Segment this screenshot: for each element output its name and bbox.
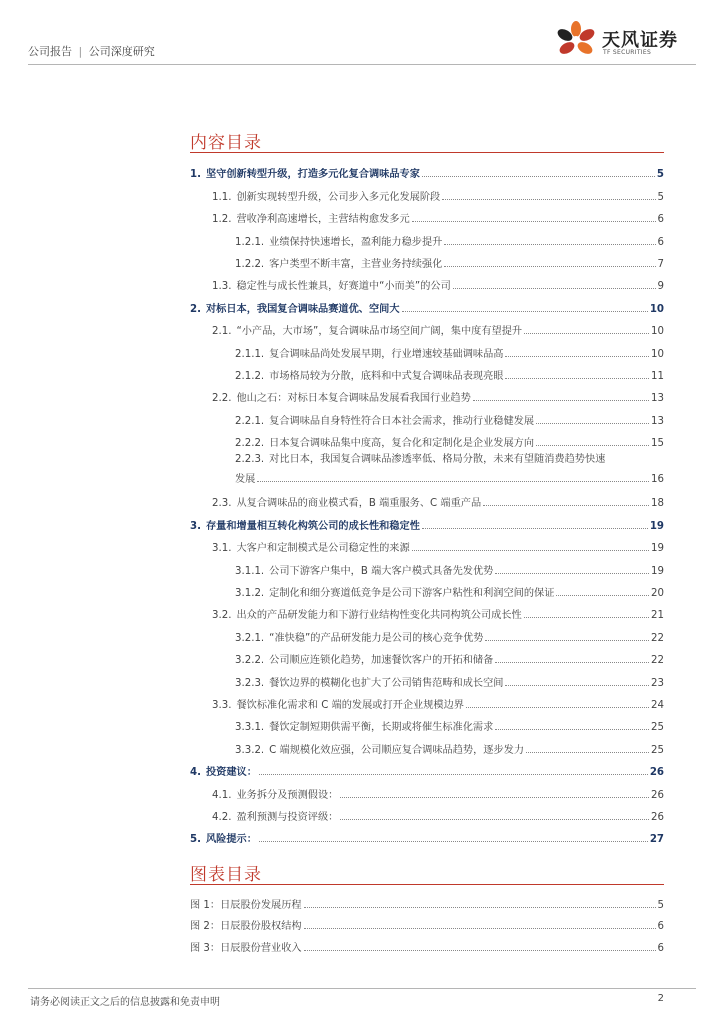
footer-divider xyxy=(28,988,696,989)
toc-entry-number: 1.2.2. xyxy=(235,258,265,270)
toc-entry[interactable] xyxy=(190,225,664,247)
toc-entry[interactable] xyxy=(190,487,664,509)
toc-entry[interactable] xyxy=(190,404,664,426)
toc-entry-number: 2.2. xyxy=(212,393,232,405)
toc-entry[interactable] xyxy=(190,248,664,270)
toc-entry-title: 业绩保持快速增长，盈利能力稳步提升 xyxy=(269,236,443,248)
figure-entry-title: 图 3：日辰股份营业收入 xyxy=(190,942,302,954)
toc-entry-page: 16 xyxy=(651,474,664,486)
toc-leader-dots xyxy=(495,662,649,663)
figure-leader-dots xyxy=(304,950,656,951)
toc-entry-page: 19 xyxy=(651,565,664,577)
toc-entry-page: 10 xyxy=(651,326,664,338)
figure-entry-title: 图 2：日辰股份股权结构 xyxy=(190,921,302,932)
toc-entry[interactable] xyxy=(190,337,664,359)
toc-entry-title: 餐饮标准化需求和 C 端的发展或打开企业规模边界 xyxy=(236,699,464,711)
toc-entry-title: 稳定性与成长性兼具，好赛道中“小而美”的公司 xyxy=(236,281,451,293)
toc-entry-page: 26 xyxy=(651,789,664,801)
toc-entry[interactable] xyxy=(190,158,664,180)
figures-title-underline xyxy=(190,884,664,885)
toc-entry[interactable] xyxy=(190,427,664,449)
toc-entry[interactable] xyxy=(190,532,664,554)
toc-leader-dots xyxy=(444,244,655,245)
header-divider xyxy=(28,64,696,65)
toc-entry[interactable] xyxy=(190,711,664,733)
table-of-contents xyxy=(190,158,664,845)
toc-entry-number: 2.1. xyxy=(212,326,232,338)
toc-leader-dots xyxy=(505,685,649,686)
toc-entry-page: 19 xyxy=(651,543,664,555)
toc-leader-dots xyxy=(485,640,649,641)
toc-entry-page: 15 xyxy=(651,438,664,450)
toc-entry[interactable] xyxy=(190,203,664,225)
toc-entry-title: 他山之石：对标日本复合调味品发展看我国行业趋势 xyxy=(236,393,471,405)
toc-leader-dots xyxy=(536,423,649,424)
toc-entry-title-continued: 发展 xyxy=(235,474,256,486)
toc-entry[interactable] xyxy=(190,666,664,688)
toc-leader-dots xyxy=(259,774,648,775)
toc-entry-title: 定制化和细分赛道低竞争是公司下游客户粘性和利润空间的保证 xyxy=(269,588,555,600)
tf-securities-logo xyxy=(556,20,696,60)
toc-entry-page: 25 xyxy=(651,744,664,756)
toc-entry-title: 对标日本，我国复合调味品赛道优、空间大 xyxy=(205,303,400,315)
toc-entry-page: 22 xyxy=(651,655,664,667)
toc-entry-title: “小产品，大市场”，复合调味品市场空间广阔，集中度有望提升 xyxy=(236,326,523,338)
toc-entry-number: 2. xyxy=(190,303,201,315)
figure-leader-dots xyxy=(304,907,656,908)
toc-entry[interactable] xyxy=(190,778,664,800)
toc-entry-number: 4.2. xyxy=(212,811,232,823)
toc-entry-page: 10 xyxy=(649,303,664,315)
figure-entry-page: 6 xyxy=(657,921,664,932)
toc-entry[interactable] xyxy=(190,621,664,643)
toc-entry-title: 坚守创新转型升级，打造多元化复合调味品专家 xyxy=(205,169,420,181)
toc-entry-title: 客户类型不断丰富，主营业务持续强化 xyxy=(269,258,443,270)
toc-leader-dots xyxy=(422,528,648,529)
figure-entry-title: 图 1：日辰股份发展历程 xyxy=(190,899,302,911)
figure-list xyxy=(190,889,664,954)
toc-entry[interactable] xyxy=(190,180,664,202)
toc-entry-number: 5. xyxy=(190,834,201,846)
toc-entry[interactable] xyxy=(190,599,664,621)
toc-entry[interactable] xyxy=(190,756,664,778)
toc-leader-dots xyxy=(536,445,649,446)
toc-entry-number: 3.3.1. xyxy=(235,722,265,734)
toc-entry-number: 1. xyxy=(190,169,201,181)
figures-title: 图表目录 xyxy=(190,865,262,885)
logo-subtext: TF SECURITIES xyxy=(603,49,652,56)
toc-entry-title: 风险提示： xyxy=(205,834,257,846)
flower-logo-icon xyxy=(556,20,596,60)
toc-entry-number: 3.2.2. xyxy=(235,655,265,667)
toc-leader-dots xyxy=(495,729,649,730)
toc-entry-number: 3. xyxy=(190,520,201,532)
toc-entry-title: 从复合调味品的商业模式看，B 端重服务、C 端重产品 xyxy=(236,498,482,510)
toc-entry-number: 4. xyxy=(190,767,201,779)
toc-leader-dots xyxy=(444,266,655,267)
toc-entry-title: 大客户和定制模式是公司稳定性的来源 xyxy=(236,543,410,555)
toc-entry[interactable] xyxy=(190,270,664,292)
toc-entry-number: 2.1.1. xyxy=(235,348,265,360)
toc-leader-dots xyxy=(495,573,649,574)
page-number: 2 xyxy=(657,993,664,1004)
figure-entry-page: 5 xyxy=(657,899,664,911)
toc-entry-page: 6 xyxy=(657,236,664,248)
toc-entry-number: 3.1. xyxy=(212,543,232,555)
toc-title-underline xyxy=(190,152,664,153)
toc-leader-dots xyxy=(412,550,649,551)
toc-leader-dots xyxy=(340,797,649,798)
toc-entry[interactable] xyxy=(190,382,664,404)
toc-leader-dots xyxy=(526,752,649,753)
toc-entry-number: 3.2. xyxy=(212,610,232,622)
toc-entry-title: 餐饮边界的模糊化也扩大了公司销售范畴和成长空间 xyxy=(269,677,504,689)
toc-leader-dots xyxy=(422,176,655,177)
toc-entry[interactable] xyxy=(190,360,664,382)
toc-entry[interactable] xyxy=(190,509,664,531)
toc-entry-number: 2.2.3. xyxy=(235,454,265,466)
toc-leader-dots xyxy=(442,199,655,200)
toc-entry-title: 业务拆分及预测假设： xyxy=(236,789,339,801)
toc-entry-title: 存量和增量相互转化构筑公司的成长性和稳定性 xyxy=(205,520,420,532)
toc-leader-dots xyxy=(524,333,649,334)
toc-entry-page: 21 xyxy=(651,610,664,622)
toc-entry-number: 2.2.2. xyxy=(235,438,265,450)
toc-leader-dots xyxy=(505,378,649,379)
toc-entry-page: 25 xyxy=(651,722,664,734)
toc-entry-number: 3.3. xyxy=(212,699,232,711)
toc-entry-page: 9 xyxy=(657,281,664,293)
toc-entry-number: 4.1. xyxy=(212,789,232,801)
toc-entry-title: 公司下游客户集中，B 端大客户模式具备先发优势 xyxy=(269,565,494,577)
toc-entry-page: 5 xyxy=(657,191,664,203)
breadcrumb-separator: | xyxy=(78,45,83,58)
toc-leader-dots xyxy=(524,617,649,618)
toc-entry-title: 投资建议： xyxy=(205,767,257,779)
toc-leader-dots xyxy=(259,841,648,842)
toc-entry-page: 6 xyxy=(657,214,664,226)
toc-entry-title: 盈利预测与投资评级： xyxy=(236,811,339,823)
figure-entry[interactable] xyxy=(190,932,664,954)
toc-entry-page: 22 xyxy=(651,632,664,644)
toc-entry-page: 26 xyxy=(651,811,664,823)
toc-leader-dots xyxy=(473,400,649,401)
toc-entry-number: 1.2.1. xyxy=(235,236,265,248)
toc-entry-title: 出众的产品研发能力和下游行业结构性变化共同构筑公司成长性 xyxy=(236,610,522,622)
figure-entry[interactable] xyxy=(190,889,664,911)
toc-entry-title: 市场格局较为分散，底料和中式复合调味品表现亮眼 xyxy=(269,370,504,382)
toc-entry-page: 23 xyxy=(651,677,664,689)
page-header xyxy=(28,0,696,64)
toc-entry-number: 3.1.1. xyxy=(235,565,265,577)
toc-entry[interactable] xyxy=(190,801,664,823)
toc-entry-number: 3.1.2. xyxy=(235,588,265,600)
toc-entry-number: 1.2. xyxy=(212,214,232,226)
toc-entry-number: 2.3. xyxy=(212,498,232,510)
toc-entry-page: 7 xyxy=(657,258,664,270)
toc-entry[interactable] xyxy=(190,554,664,576)
toc-entry-number: 1.1. xyxy=(212,191,232,203)
toc-entry-title: 复合调味品自身特性符合日本社会需求，推动行业稳健发展 xyxy=(269,415,535,427)
footer-disclaimer: 请务必阅读正文之后的信息披露和免责申明 xyxy=(30,997,220,1008)
toc-entry-title: “准快稳”的产品研发能力是公司的核心竞争优势 xyxy=(269,632,484,644)
toc-entry-title: 创新实现转型升级，公司步入多元化发展阶段 xyxy=(236,191,441,203)
toc-entry-title: C 端规模化效应强，公司顺应复合调味品趋势，逐步发力 xyxy=(269,744,525,756)
toc-entry-title: 餐饮定制短期供需平衡，长期或将催生标准化需求 xyxy=(269,722,494,734)
toc-leader-dots xyxy=(402,311,648,312)
breadcrumb xyxy=(28,43,155,59)
toc-leader-dots xyxy=(340,819,649,820)
toc-entry-number: 3.2.1. xyxy=(235,632,265,644)
toc-entry-title: 公司顺应连锁化趋势，加速餐饮客户的开拓和储备 xyxy=(269,655,494,667)
toc-leader-dots xyxy=(257,481,649,482)
toc-entry[interactable] xyxy=(190,577,664,599)
toc-entry-page: 18 xyxy=(651,498,664,510)
toc-entry-title: 营收净利高速增长，主营结构愈发多元 xyxy=(236,214,410,226)
toc-entry-page: 13 xyxy=(651,393,664,405)
toc-entry-number: 2.1.2. xyxy=(235,370,265,382)
figure-leader-dots xyxy=(304,928,656,929)
figure-entry[interactable] xyxy=(190,911,664,933)
toc-entry-page: 27 xyxy=(649,834,664,846)
breadcrumb-report-type: 公司报告 xyxy=(28,45,72,58)
toc-entry[interactable] xyxy=(190,449,664,487)
breadcrumb-research-type: 公司深度研究 xyxy=(88,45,155,58)
toc-entry-number: 3.3.2. xyxy=(235,744,265,756)
toc-leader-dots xyxy=(556,595,649,596)
toc-leader-dots xyxy=(453,288,656,289)
toc-entry-page: 19 xyxy=(649,520,664,532)
toc-leader-dots xyxy=(483,505,649,506)
toc-entry[interactable] xyxy=(190,644,664,666)
toc-entry-page: 10 xyxy=(651,348,664,360)
toc-entry-page: 20 xyxy=(651,588,664,600)
toc-entry-title: 复合调味品尚处发展早期，行业增速较基础调味品高 xyxy=(269,348,504,360)
toc-entry[interactable] xyxy=(190,823,664,845)
toc-entry-page: 5 xyxy=(656,169,664,181)
toc-entry-number: 2.2.1. xyxy=(235,415,265,427)
logo-text: 天风证券 xyxy=(602,30,678,51)
toc-entry-page: 13 xyxy=(651,415,664,427)
toc-entry-title: 日本复合调味品集中度高，复合化和定制化是企业发展方向 xyxy=(269,438,535,450)
toc-entry[interactable] xyxy=(190,733,664,755)
toc-leader-dots xyxy=(412,221,656,222)
toc-entry-page: 11 xyxy=(651,370,664,382)
toc-entry-title: 对比日本，我国复合调味品渗透率低、格局分散，未来有望随消费趋势快速 xyxy=(269,454,606,466)
figure-entry-page: 6 xyxy=(657,942,664,954)
toc-entry-page: 26 xyxy=(649,767,664,779)
toc-entry[interactable] xyxy=(190,292,664,314)
toc-leader-dots xyxy=(505,356,649,357)
toc-entry-number: 1.3. xyxy=(212,281,232,293)
toc-entry-number: 3.2.3. xyxy=(235,677,265,689)
toc-entry[interactable] xyxy=(190,689,664,711)
toc-leader-dots xyxy=(466,707,649,708)
toc-title: 内容目录 xyxy=(190,133,262,153)
toc-entry[interactable] xyxy=(190,315,664,337)
toc-entry-page: 24 xyxy=(651,699,664,711)
